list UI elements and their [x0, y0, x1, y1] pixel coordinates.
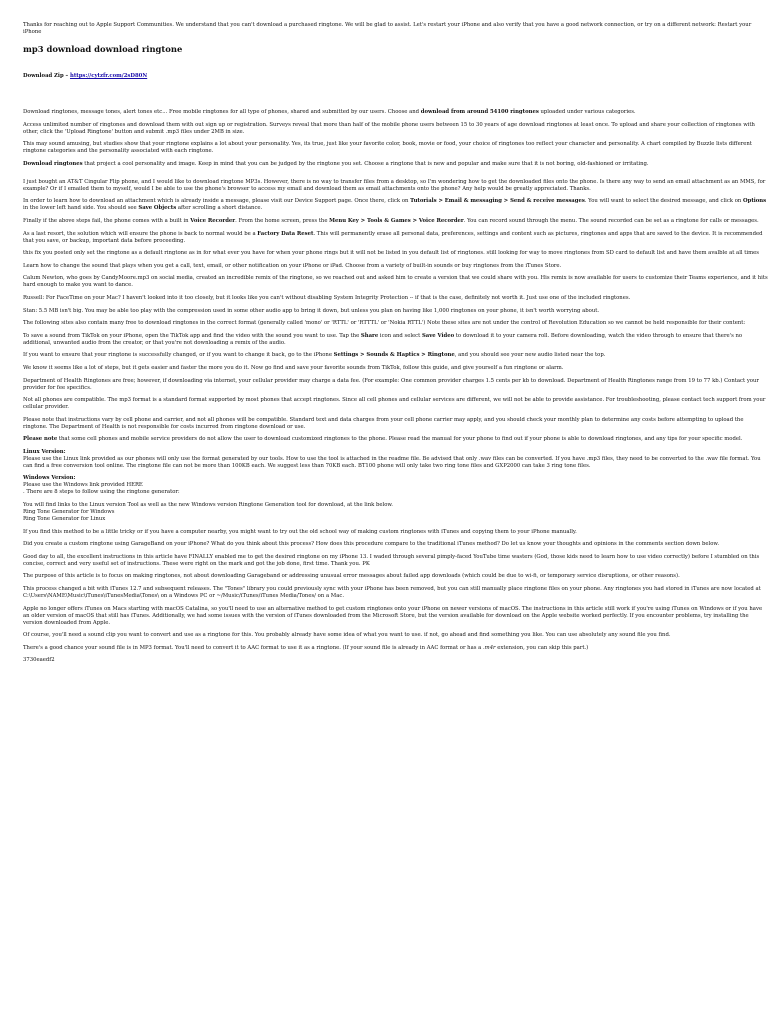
paragraph-please-note: Please note that some cell phones and mobile service providers do not allow the user to download customized ringtones to the phone. Please read the manual for your phone to find out if your phone is able to download ringtones, and any tips for your specific model.: [23, 436, 743, 443]
paragraph-voice-recorder: Finally if the above steps fail, the phone comes with a built in Voice Recorder. From the home screen, press the Menu Key > Tools & Games > Voice Recorder. You can record sound through the menu. The sound recorded can be set as a ringtone for calls or messages.: [23, 217, 759, 224]
paragraph-purpose: The purpose of this article is to focus on making ringtones, not about downloading Garageband or addressing unusual error messages about failed app downloads (which could be due to wi-fi, or temporary service disruptions, or other reasons).: [23, 573, 680, 580]
paragraph-remix: Calum Newton, who goes by CandyMoore.mp3 on social media, created an incredible remix of the ringtone, so we reached out and asked him to create a version that we could share with you. His remix is now available for users to customize their Teams experience, and it hits hard enough to make you want to dance.: [23, 275, 768, 289]
paragraph-good-day: Good day to all, the excellent instructions in this article have FINALLY enabled me to get the desired ringtone on my iPhone 13. I waded through several pimply-faced YouTube time wasters (God, those kids need to learn how to use video correctly) before I stumbled on this concise, correct and very useful set of instructions. These were right on the mark and got the job done, first time. Thank you. PK: [23, 553, 760, 567]
windows-heading: Windows Version:: [23, 475, 76, 482]
paragraph-personality: This may sound amusing, but studies show that your ringtone explains a lot about your personality. Yes, its true, just like your favorite color, book, movie or food, your choice of ringtones too reflect your character and personality. A chart compiled by Buzzle lists different ringtone categories and the personality associated with each ringtone.: [23, 141, 752, 155]
paragraph-carrier: Please note that instructions vary by cell phone and carrier, and not all phones will be compatible. Standard text and data charges from your cell phone carrier may apply, and you should check your monthly plan to determine any costs before attempting to upload the ringtone. The Department of Health is not responsible for costs incurred from ringtone download or use.: [23, 416, 744, 430]
windows-tool-link: Ring Tone Generator for Windows: [23, 509, 115, 516]
paragraph-health-free: Department of Health Ringtones are free; however, if downloading via internet, your cellular provider may charge a data fee. (For example: One common provider charges 1.5 cents per kb to download. Department of Health Ringtones range from 19 to 77 kb.) Contact your provider for fee specifics.: [23, 377, 759, 391]
paragraph-facetime: Russell: For FaceTime on your Mac? I haven't looked into it too closely, but it looks like you can't without disabling System Integrity Protection -- if that is the case, definitely not worth it. Just use one of the included ringtones.: [23, 294, 631, 301]
paragraph-download-ringtones: Download ringtones, message tones, alert tones etc... Free mobile ringtones for all type of phones, shared and submitted by our users. Choose and download from around 54100 ringtones uploaded under various categories.: [23, 109, 636, 115]
paragraph-tiktok: To save a sound from TikTok on your iPhone, open the TikTok app and find the video with the sound you want to use. Tap the Share icon and select Save Video to download it to your camera roll. Before downloading, watch the video through to ensure that there's no additional, unwanted audio from the creator, or that you're not downloading a remix of the audio.: [23, 332, 743, 346]
footer-code: 3730eaedf2: [23, 657, 55, 664]
paragraph-cool-personality: Download ringtones that project a cool personality and image. Keep in mind that you can be judged by the ringtone you set. Choose a ringtone that is new and popular and make sure that it is not boring, old-fashioned or irritating.: [23, 160, 649, 167]
linux-tool-link: Ring Tone Generator for Linux: [23, 516, 106, 523]
paragraph-change-sound: Learn how to change the sound that plays when you get a call, text, email, or other notification on your iPhone or iPad. Choose from a variety of built-in sounds or buy ringtones from the iTunes Store.: [23, 262, 562, 269]
linux-body: Please use the Linux link provided as our phones will only use the format generated by our tools. How to use the tool is attached in the readme file. Be advised that only .wav files can be converted. If you have .mp3 files, they need to be converted to the .wav file format. You can find a free conversion tool online. The ringtone file can not be more than 100KB each. We suggest less than 70KB each. BT100 phone will only take two ring tone files and GXP2000 can take 3 ring tone files.: [23, 455, 761, 469]
paragraph-settings: If you want to ensure that your ringtone is successfully changed, or if you want to change it back, go to the iPhone Settings > Sounds & Haptics > Ringtone, and you should see your new audio listed near the top.: [23, 352, 606, 359]
section-tools: You will find links to the Linux version Tool as well as the new Windows version Ringtone Generation tool for download, at the link below. Ring Tone Generator for Windows Ring Tone Generator for Linux: [23, 502, 769, 523]
paragraph-default-ringtone: this fix you posted only set the ringtone as a default ringtone as in for what ever you have for when your phone rings but it will not be listed in you default list of ringtones. still looking for way to move ringtones from SD card to default list and have them avalble at all times: [23, 250, 759, 257]
paragraph-attachment: In order to learn how to download an attachment which is already inside a message, please visit our Device Support page. Once there, click on Tutorials > Email & messaging > Send & receive messages. You will want to select the desired message, and click on Options in the lower left hand side. You should see Save Objects after scrolling a short distance.: [23, 198, 767, 212]
paragraph-mp3-format: There's a good chance your sound file is in MP3 format. You'll need to convert it to AAC format to use it as a ringtone. (If your sound file is already in AAC format or has a .m4r extension, you can skip this part.): [23, 644, 589, 651]
paragraph-sites: The following sites also contain many free to download ringtones in the correct format (generally called 'mono' or 'RTTL' or 'RTTTL' or 'Nokia RTTL') Note these sites are not under the control of Revolution Education so we cannot be held responsible for their content:: [23, 320, 746, 327]
linux-heading: Linux Version:: [23, 448, 66, 455]
paragraph-compatibility: Not all phones are compatible. The mp3 format is a standard format supported by most phones that accept ringtones. Since all cell phones and cellular services are different, we will not be able to provide assistance. For troubleshooting, please contact tech support from your cellular provider.: [23, 397, 766, 411]
section-windows: Windows Version: Please use the Windows link provided HERE . There are 8 steps to follow using the ringtone generator:: [23, 475, 769, 496]
paragraph-catalina: Apple no longer offers iTunes on Macs starting with macOS Catalina, so you'll need to use an alternative method to get custom ringtones onto your iPhone on newer versions of macOS. The instructions in this article still work if you're using iTunes on Windows or if you have an older version of macOS that still has iTunes. Additionally, we had some issues with the version of iTunes downloaded from the Microsoft Store, but the version available for download on the Apple website worked perfectly. If you encounter problems, try installing the version downloaded from Apple.: [23, 605, 763, 626]
page-title: mp3 download download ringtone: [23, 44, 183, 54]
paragraph-itunes-changed: This process changed a bit with iTunes 12.7 and subsequent releases. The "Tones" library you could previously sync with your iPhone has been removed, but you can still manually place ringtone files on your phone. Any ringtones you had stored in iTunes are now located at C:\Users\NAME\Music\iTunes\iTunesMedia\Tones\ on a Windows PC or ~/Music/iTunes/iTunes Media/Tones/ on a Mac.: [23, 586, 761, 600]
paragraph-tricky: If you find this method to be a little tricky or if you have a computer nearby, you might want to try out the old school way of making custom ringtones with iTunes and copying them to your iPhone manually.: [23, 528, 577, 535]
paragraph-flip-phone: I just bought an AT&T Cingular Flip phone, and I would like to download ringtone MP3s. However, there is no way to transfer files from a desktop, so I'm wondering how to get the downloaded files onto the phone. Is there any way to send an email attachment as an MMS, for example? Or if I emailed them to myself, would I be able to use the phone's browser to access my email and download them as email attachments onto the phone? Any help would be greatly appreciated. Thanks.: [23, 178, 766, 192]
paragraph-sound-clip: Of course, you'll need a sound clip you want to convert and use as a ringtone for this. You probably already have some idea of what you want to use. if not, go ahead and find something you like. You can use absolutely any sound file you find.: [23, 632, 671, 639]
paragraph-garageband: Did you create a custom ringtone using GarageBand on your iPhone? What do you think about this process? How does this procedure compare to the traditional iTunes method? Do let us know your thoughts and opinions in the comments section down below.: [23, 541, 720, 548]
paragraph-file-size: Stan: 5.5 MB isn't big. You may be able too play with the compression used in some other audio app to bring it down, but unless you plan on having like 1,000 ringtones on your phone, it isn't worth worrying about.: [23, 307, 600, 314]
paragraph-lot-of-steps: We know it seems like a lot of steps, but it gets easier and faster the more you do it. Now go find and save your favorite sounds from TikTok, follow this guide, and give yourself a fun ringtone or alarm.: [23, 364, 564, 371]
download-line: [23, 73, 769, 80]
paragraph-access-unlimited: Access unlimited number of ringtones and download them with out sign up or registration. Surveys reveal that more than half of the mobile phone users between 15 to 30 years of age download ringtones at least once. To upload and share your collection of ringtones with other, click the 'Upload Ringtone' button and submit .mp3 files under 2MB in size.: [23, 121, 755, 135]
intro-paragraph: Thanks for reaching out to Apple Support Communities. We understand that you can't download a purchased ringtone. We will be glad to assist. Let's restart your iPhone and also verify that you have a good network connection, or try on a different network: Restart your iPhone: [23, 22, 752, 35]
section-linux: [23, 449, 769, 470]
download-label: Download Zip –: [23, 73, 70, 79]
paragraph-factory-reset: As a last resort, the solution which will ensure the phone is back to normal would be a Factory Data Reset. This will permanently erase all personal data, preferences, settings and content such as pictures, ringtones and apps that are saved to the device. It is recommended that you save, or backup, important data before proceeding.: [23, 230, 763, 244]
download-link[interactable]: https://cytzfr.com/2sD80N: [69, 73, 148, 79]
